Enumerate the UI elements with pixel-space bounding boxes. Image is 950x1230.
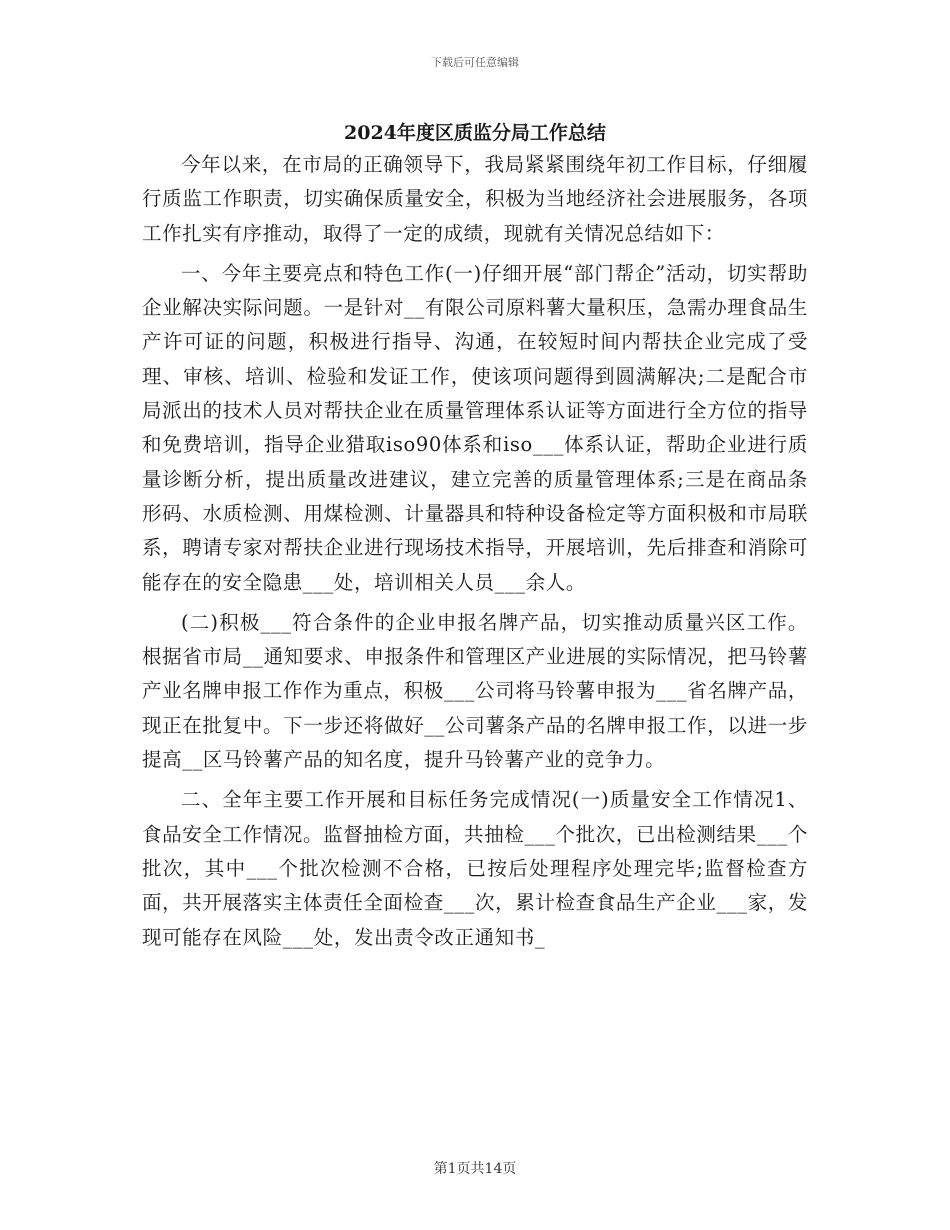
paragraph-intro: 今年以来，在市局的正确领导下，我局紧紧围绕年初工作目标，仔细履行质监工作职责，切实确保质量安全，积极为当地经济社会进展服务，各项工作扎实有序推动，取得了一定的成绩，现就有关情况总结如下： — [142, 153, 808, 245]
document-title: 2024年度区质监分局工作总结 — [344, 122, 606, 144]
header-note: 下载后可任意编辑 — [431, 56, 519, 69]
paragraph-highlights: 一、今年主要亮点和特色工作(一)仔细开展“部门帮企”活动，切实帮助企业解决实际问题。一是针对__有限公司原料薯大量积压，急需办理食品生产许可证的问题，积极进行指导、沟通，在较短时间内帮扶企业完成了受理、审核、培训、检验和发证工作，使该项问题得到圆满解决;二是配合市局派出的技术人员对帮扶企业在质量管理体系认证等方面进行全方位的指导和免费培训，指导企业猎取iso90体系和iso___体系认证，帮助企业进行质量诊断分析，提出质量改进建议，建立完善的质量管理体系;三是在商品条形码、水质检测、用煤检测、计量器具和特种设备检定等方面积极和市局联系，聘请专家对帮扶企业进行现场技术指导，开展培训，先后排查和消除可能存在的安全隐患___处，培训相关人员___余人。 — [142, 261, 808, 594]
paragraph-main-work: 二、全年主要工作开展和目标任务完成情况(一)质量安全工作情况1、食品安全工作情况。监督抽检方面，共抽检___个批次，已出检测结果___个批次，其中___个批次检测不合格，已按后处理程序处理完毕;监督检查方面，共开展落实主体责任全面检查___次，累计检查食品生产企业___家，发现可能存在风险___处，发出责令改正通知书_ — [142, 788, 808, 949]
paragraph-brand-products: (二)积极___符合条件的企业申报名牌产品，切实推动质量兴区工作。根据省市局__通知要求、申报条件和管理区产业进展的实际情况，把马铃薯产业名牌申报工作作为重点，积极___公司将马铃薯申报为___省名牌产品，现正在批复中。下一步还将做好__公司薯条产品的名牌申报工作，以进一步提高__区马铃薯产品的知名度，提升马铃薯产业的竞争力。 — [142, 610, 808, 772]
page-number: 第1页共14页 — [433, 1161, 517, 1177]
document-body — [142, 148, 808, 961]
